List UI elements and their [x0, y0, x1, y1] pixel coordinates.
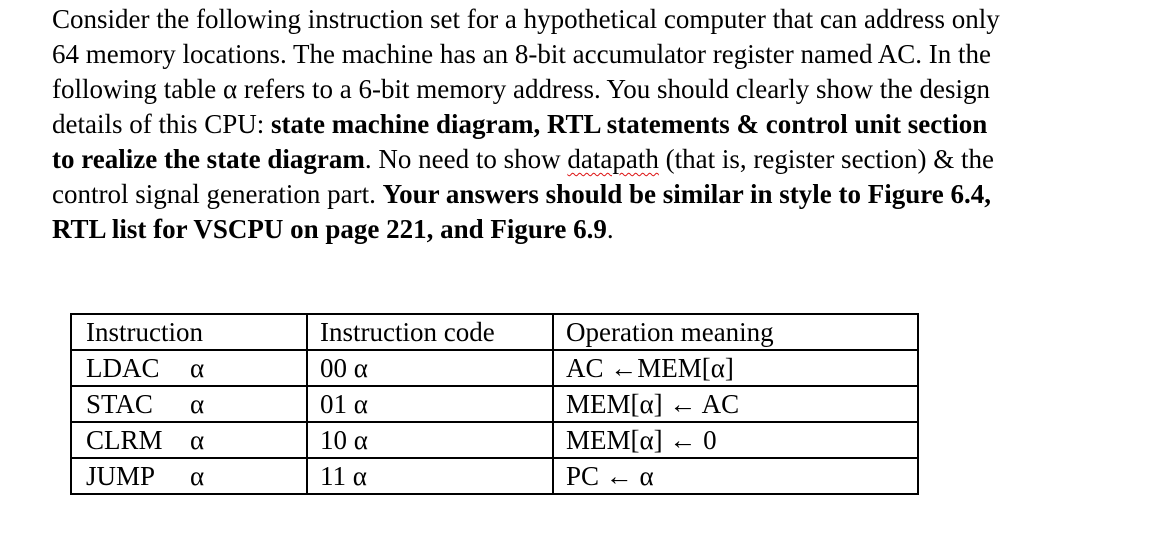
table-header-row [71, 314, 918, 350]
statement-text: details of this CPU: [52, 109, 272, 139]
statement-line-3 [52, 72, 1092, 107]
table-row [71, 350, 918, 386]
operand: α [190, 425, 205, 455]
statement-line-1 [52, 2, 1092, 37]
statement-bold-text: RTL list for VSCPU on page 221, and Figure 6.9 [52, 214, 607, 244]
table-row [71, 386, 918, 422]
meaning-cell: AC ←MEM[α] [553, 350, 918, 386]
statement-text: . No need to show [364, 144, 568, 174]
meaning-cell: MEM[α] ← AC [553, 386, 918, 422]
header-instruction: Instruction [71, 314, 307, 350]
instruction-cell [71, 422, 307, 458]
code-cell: 00 α [307, 350, 553, 386]
statement-text: 64 memory locations. The machine has an 8-bit accumulator register named AC. In the [52, 39, 991, 69]
statement-line-2 [52, 37, 1092, 72]
table-row [71, 422, 918, 458]
mnemonic: JUMP [86, 461, 156, 491]
statement-text: . [606, 214, 614, 244]
meaning-cell: PC ← α [553, 458, 918, 494]
statement-text: control signal generation part. [52, 179, 383, 209]
mnemonic: LDAC [86, 353, 160, 383]
mnemonic: CLRM [86, 425, 163, 455]
instruction-cell [71, 458, 307, 494]
table-row [71, 458, 918, 494]
header-operation-meaning: Operation meaning [553, 314, 918, 350]
code-cell: 01 α [307, 386, 553, 422]
instruction-set-table [70, 313, 919, 495]
statement-bold-text: to realize the state diagram [52, 144, 365, 174]
operand: α [190, 353, 205, 383]
operand: α [190, 389, 205, 419]
code-cell: 10 α [307, 422, 553, 458]
spellcheck-word: datapath [567, 144, 659, 174]
instruction-cell [71, 386, 307, 422]
meaning-cell: MEM[α] ← 0 [553, 422, 918, 458]
statement-line-5 [52, 142, 1092, 177]
problem-statement [52, 2, 1092, 247]
statement-line-4 [52, 107, 1092, 142]
mnemonic: STAC [86, 389, 153, 419]
statement-line-7 [52, 212, 1092, 247]
statement-bold-text: state machine diagram, RTL statements & control unit section [271, 109, 988, 139]
code-cell: 11 α [307, 458, 553, 494]
operand: α [190, 461, 205, 491]
statement-bold-text: Your answers should be similar in style to Figure 6.4, [382, 179, 991, 209]
statement-text: following table α refers to a 6-bit memory address. You should clearly show the design [52, 74, 990, 104]
header-instruction-code: Instruction code [307, 314, 553, 350]
statement-text: Consider the following instruction set for a hypothetical computer that can address only [52, 4, 1000, 34]
instruction-cell [71, 350, 307, 386]
statement-text: (that is, register section) & the [658, 144, 995, 174]
statement-line-6 [52, 177, 1092, 212]
